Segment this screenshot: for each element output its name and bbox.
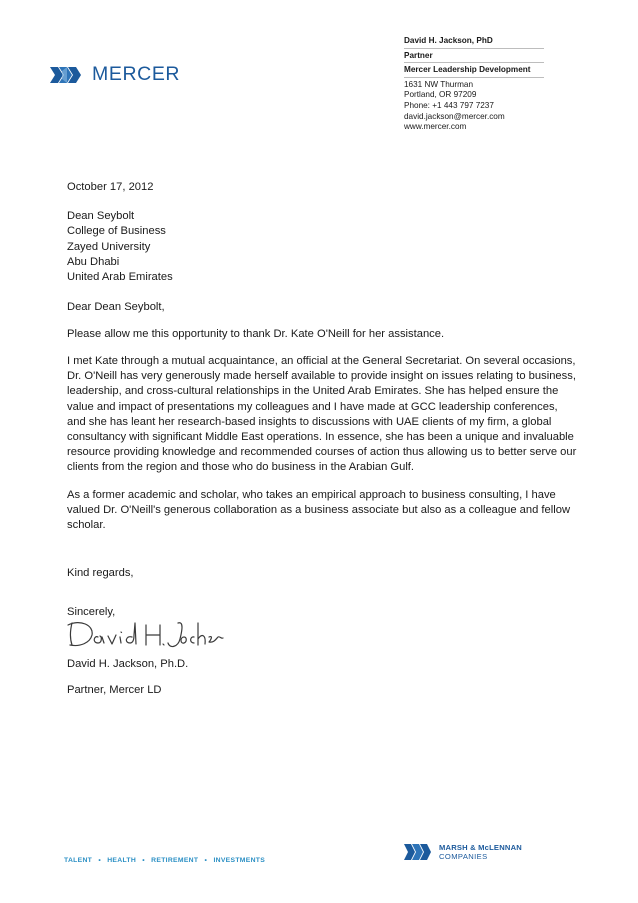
mercer-logo-text: MERCER [92, 63, 181, 86]
tagline-separator: • [204, 857, 208, 864]
tagline-item: RETIREMENT [151, 857, 199, 864]
paragraph: As a former academic and scholar, who takes an empirical approach to business consulting, I have valued Dr. O'Neill's generous collaboration as a business associate but also as a colleague and fellow scholar. [67, 489, 571, 532]
sender-name: David H. Jackson, PhD [404, 36, 493, 45]
recipient-line: United Arab Emirates [67, 271, 173, 284]
sender-title: Partner [404, 50, 433, 60]
sender-address-2: Portland, OR 97209 [404, 90, 477, 100]
recipient-address [67, 209, 173, 285]
handwritten-signature [66, 617, 226, 651]
mmc-logo-icon [404, 843, 434, 861]
recipient-line: Abu Dhabi [67, 255, 120, 268]
closing-sincerely: Sincerely, [67, 606, 116, 618]
sender-org: Mercer Leadership Development [404, 65, 531, 75]
sender-block [404, 36, 624, 133]
sender-divider [404, 48, 544, 49]
mmc-logo-text [439, 843, 522, 861]
tagline-separator: • [98, 857, 101, 864]
recipient-line: Zayed University [67, 240, 151, 253]
sender-divider [404, 62, 544, 63]
letter-date: October 17, 2012 [67, 181, 154, 193]
mercer-logo [50, 65, 180, 85]
mmc-logo [404, 843, 522, 861]
signer-title: Partner, Mercer LD [67, 684, 162, 696]
mmc-line-2: COMPANIES [439, 852, 488, 861]
sender-address-1: 1631 NW Thurman [404, 79, 474, 89]
closing-regards: Kind regards, [67, 567, 134, 579]
sender-phone: Phone: +1 443 797 7237 [404, 100, 494, 110]
mmc-line-1: MARSH & McLENNAN [439, 843, 522, 852]
recipient-line: College of Business [67, 225, 166, 238]
paragraph: Please allow me this opportunity to thank Dr. Kate O'Neill for her assistance. [67, 328, 445, 340]
tagline-item: HEALTH [107, 857, 137, 864]
salutation: Dear Dean Seybolt, [67, 301, 165, 313]
sender-divider [404, 77, 544, 78]
sender-email[interactable]: david.jackson@mercer.com [404, 111, 505, 121]
tagline-item: TALENT [64, 857, 93, 864]
paragraph: I met Kate through a mutual acquaintance, an official at the General Secretariat. On several occasions, Dr. O'Neill has very generously made herself available to provide insight on issues relating to business, leadership, and cross-cultural relationships in the United Arab Emirates. She has helped ensure the value and impact of presentations my colleagues and I have made at GCC leadership conferences, and she has leant her research-based insights to discussions with UAE clients of my firm, a global consultancy with significant Middle East operations. In essence, she has been a unique and invaluable resource providing knowledge and recommended courses of action thus allowing us to better serve our clients from the region and those who do business in the Arabian Gulf. [67, 355, 577, 474]
mercer-logo-icon [50, 65, 84, 85]
recipient-line: Dean Seybolt [67, 210, 135, 222]
footer-tagline [64, 857, 265, 864]
tagline-item: INVESTMENTS [213, 857, 266, 864]
sender-website[interactable]: www.mercer.com [404, 122, 467, 132]
signer-name: David H. Jackson, Ph.D. [67, 658, 189, 670]
tagline-separator: • [142, 857, 145, 864]
